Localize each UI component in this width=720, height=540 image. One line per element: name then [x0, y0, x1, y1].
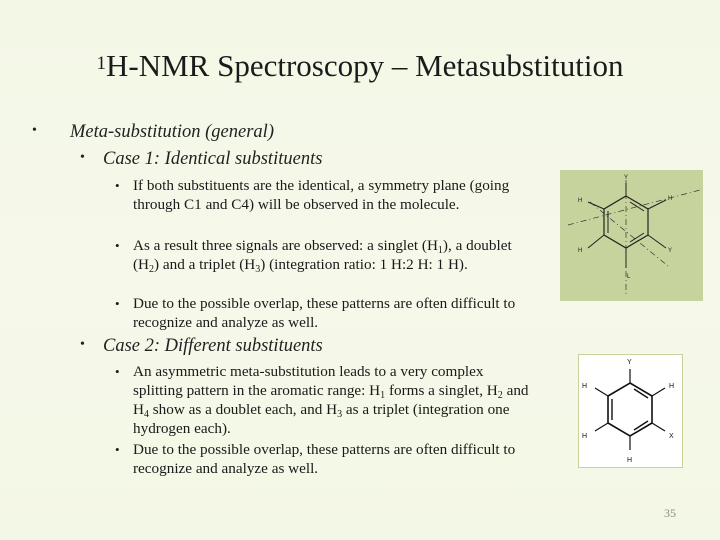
slide-title [0, 46, 720, 86]
page-number: 35 [664, 506, 676, 520]
title-text: H-NMR Spectroscopy – Metasubstitution [106, 48, 624, 83]
label-right2: Y [668, 248, 673, 254]
label-right1: H [668, 196, 673, 202]
bullet-dot: • [115, 238, 120, 253]
label-bottom: H [627, 457, 633, 464]
bullet-dot: • [32, 123, 37, 138]
label-bottom: L [627, 274, 631, 280]
bullet-dot: • [115, 364, 120, 379]
title-superscript: 1 [96, 53, 106, 74]
bullet-text: Case 1: Identical substituents [103, 149, 323, 169]
label-bottom-right: X [669, 433, 674, 440]
bullet-case-2 [80, 336, 323, 357]
bullet-text: An asymmetric meta-substitution leads to a very complex splitting pattern in the aromatic range: $H_1$ forms a singlet, $H_2$ and $H_4$ show as a doublet each, and $H_3$ as a triplet (integration one hydrogen each). [133, 363, 529, 437]
molecule-diagram-identical-substituents [560, 170, 703, 301]
bullet-case2-asymmetric [115, 362, 535, 438]
bullet-case1-symmetry [115, 176, 535, 214]
bullet-text: Case 2: Different substituents [103, 336, 323, 356]
bullet-text: As a result three signals are observed: a singlet $(H_1)$, a doublet $(H_2)$ and a triplet $(H_3)$ (integration ratio: 1 H:2 H: 1 H). [133, 237, 512, 275]
bullet-case1-signals [115, 236, 535, 274]
bullet-case-1 [80, 149, 322, 170]
benzene-ring-asymmetric-figure [579, 355, 682, 467]
benzene-ring-symmetry-figure [560, 170, 703, 301]
molecule-diagram-different-substituents [578, 354, 683, 468]
bullet-dot: • [80, 150, 85, 165]
bullet-text: Meta-substitution (general) [70, 122, 274, 142]
label-bottom-left: H [582, 433, 588, 440]
label-top-right: H [669, 383, 675, 390]
bullet-case2-overlap [115, 440, 535, 478]
label-top: Y [627, 359, 632, 366]
bullet-meta-substitution [32, 122, 274, 143]
label-top-left: H [582, 383, 588, 390]
bullet-case1-overlap [115, 294, 535, 332]
label-top: Y [624, 175, 629, 181]
bullet-dot: • [115, 442, 120, 457]
label-left1: H [578, 198, 583, 204]
bullet-text: Due to the possible overlap, these patterns are often difficult to recognize and analyze as well. [133, 295, 516, 331]
bullet-dot: • [80, 337, 85, 352]
label-left2: H [578, 248, 583, 254]
bullet-text: Due to the possible overlap, these patterns are often difficult to recognize and analyze as well. [133, 441, 516, 477]
bullet-dot: • [115, 178, 120, 193]
bullet-dot: • [115, 296, 120, 311]
bullet-text: If both substituents are the identical, a symmetry plane (going through C1 and C4) will be observed in the molecule. [133, 177, 510, 213]
